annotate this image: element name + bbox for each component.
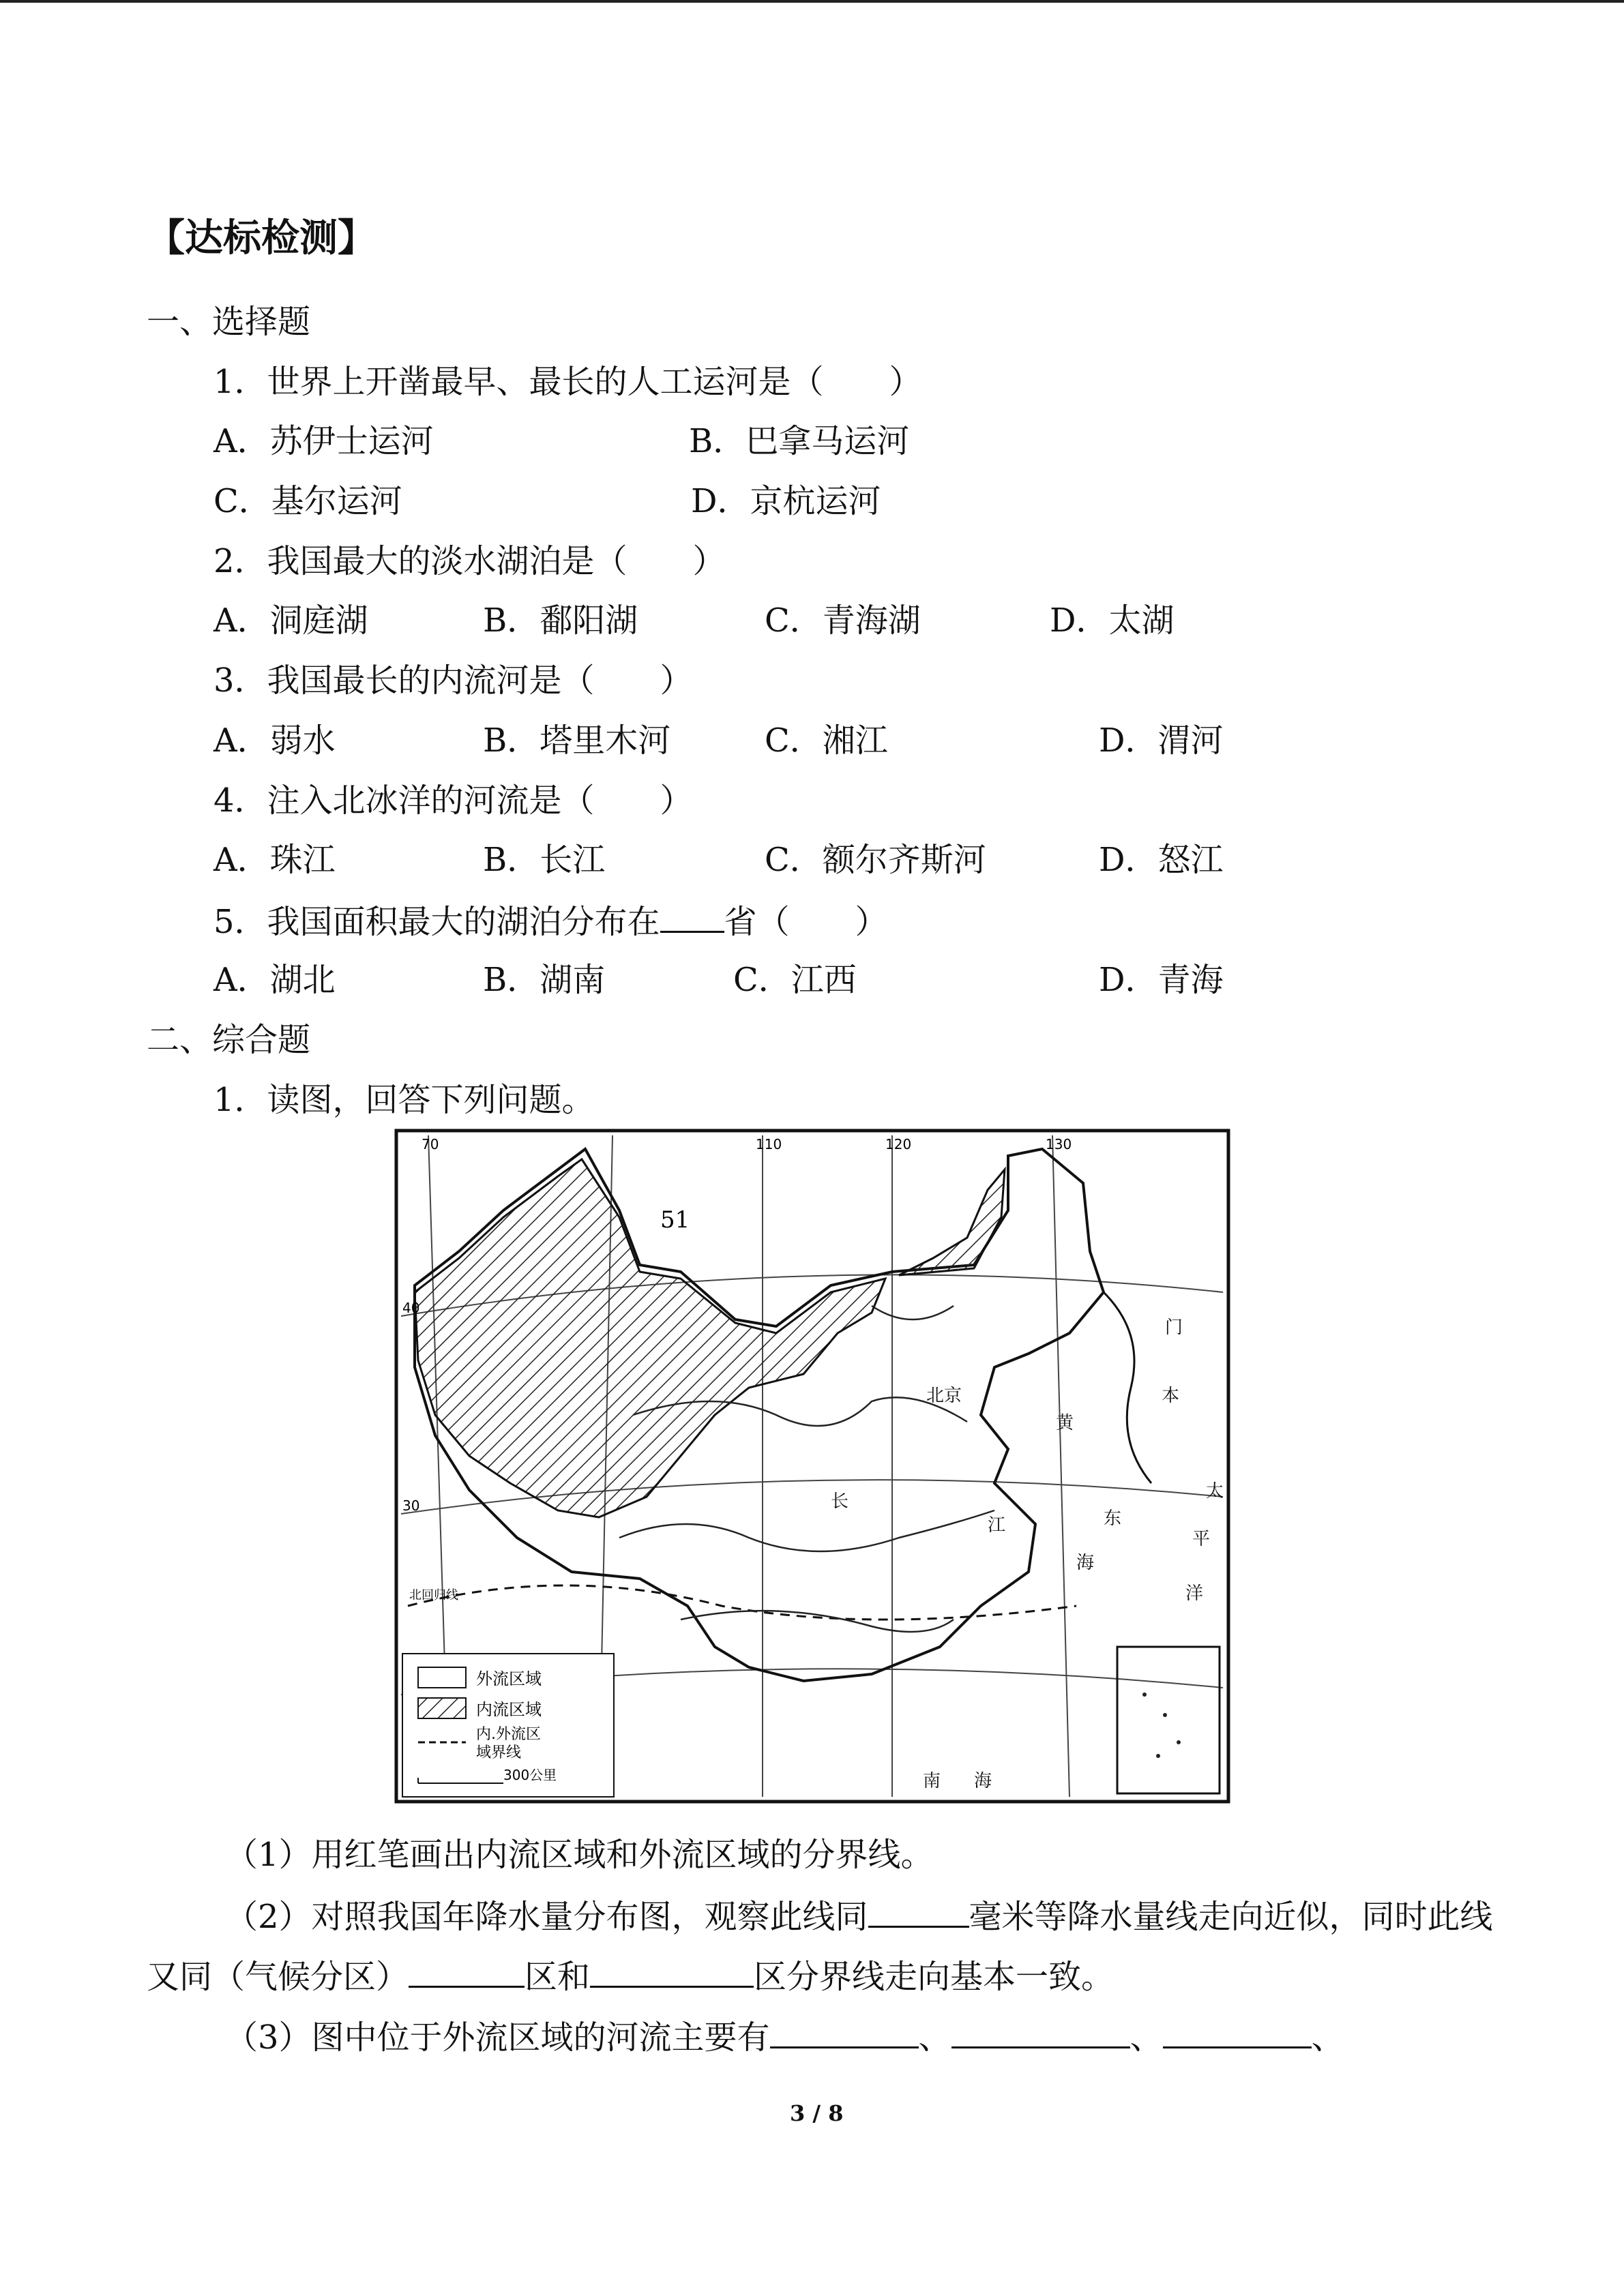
legend-boundary-label-1: 内.外流区 — [476, 1726, 541, 1743]
legend-outflow-label: 外流区域 — [476, 1669, 542, 1688]
legend-scale-label: 300公里 — [503, 1767, 557, 1783]
question-3-option-a: A．弱水 — [213, 721, 336, 760]
section-title-comprehensive: 二、综合题 — [147, 1021, 311, 1059]
lon-tick-70: 70 — [422, 1136, 439, 1152]
section-title-choice: 一、选择题 — [147, 303, 311, 341]
part-2-blank-climate-2[interactable] — [590, 1954, 754, 1988]
comprehensive-1-part-1: （1）用红笔画出内流区域和外流区域的分界线。 — [225, 1836, 934, 1874]
question-5-option-a: A．湖北 — [213, 961, 336, 999]
part-3-blank-2[interactable] — [951, 2015, 1130, 2048]
label-men: 门 — [1165, 1317, 1183, 1338]
question-1-option-a: A．苏伊士运河 — [213, 422, 434, 460]
part-3-blank-1[interactable] — [770, 2015, 919, 2048]
question-5-option-b: B．湖南 — [483, 961, 606, 999]
question-5-option-d: D．青海 — [1099, 961, 1224, 999]
lon-tick-110: 110 — [756, 1136, 782, 1152]
legend-boundary-label-2: 域界线 — [476, 1744, 522, 1761]
label-beijing: 北京 — [926, 1386, 962, 1406]
label-nan: 南 — [923, 1771, 941, 1791]
label-yang: 洋 — [1185, 1583, 1204, 1604]
map-number-label: 51 — [660, 1206, 690, 1234]
question-1-stem: 1．世界上开凿最早、最长的人工运河是（ ） — [213, 363, 922, 401]
comprehensive-1-stem: 1．读图，回答下列问题。 — [213, 1081, 595, 1119]
label-ping: 平 — [1192, 1529, 1211, 1549]
china-drainage-map — [394, 1129, 1230, 1804]
question-5-stem-before: 5．我国面积最大的湖泊分布在 — [213, 903, 660, 941]
comprehensive-1-part-3 — [225, 2015, 1344, 2058]
part-2-blank-rainfall[interactable] — [868, 1894, 969, 1928]
part-2-text-2: 毫米等降水量线走向近似，同时此线 — [969, 1898, 1493, 1936]
lat-tick-30: 30 — [402, 1497, 420, 1514]
legend-inland-label: 内流区域 — [476, 1700, 542, 1719]
question-2-option-d: D．太湖 — [1050, 601, 1175, 640]
lon-tick-120: 120 — [885, 1136, 912, 1152]
question-3-option-c: C．湘江 — [765, 721, 888, 760]
question-3-stem: 3．我国最长的内流河是（ ） — [213, 661, 693, 700]
part-3-sep-2: 、 — [1130, 2018, 1163, 2057]
question-1-option-c: C．基尔运河 — [213, 482, 402, 520]
part-2-text-1: （2）对照我国年降水量分布图，观察此线同 — [225, 1898, 868, 1936]
question-4-option-c: C．额尔齐斯河 — [765, 841, 986, 879]
question-1-option-b: B．巴拿马运河 — [689, 422, 910, 460]
map-legend — [402, 1654, 614, 1797]
part-3-sep-1: 、 — [918, 2018, 951, 2057]
legend-outflow-swatch — [418, 1667, 466, 1688]
question-1-option-d: D．京杭运河 — [691, 482, 881, 520]
top-rule — [0, 0, 1624, 3]
question-4-option-d: D．怒江 — [1099, 841, 1224, 879]
question-2-stem: 2．我国最大的淡水湖泊是（ ） — [213, 542, 726, 580]
question-2-option-c: C．青海湖 — [765, 601, 921, 640]
part-3-text: （3）图中位于外流区域的河流主要有 — [225, 2018, 770, 2057]
question-4-stem: 4．注入北冰洋的河流是（ ） — [213, 781, 693, 820]
label-dong: 东 — [1104, 1508, 1122, 1529]
label-tai: 太 — [1206, 1481, 1224, 1502]
part-2-text-4: 区和 — [525, 1958, 591, 1996]
comprehensive-1-part-2-line-1 — [225, 1894, 1493, 1937]
section-heading: 【达标检测】 — [147, 216, 376, 260]
question-4-option-b: B．长江 — [483, 841, 606, 879]
label-chang: 长 — [831, 1491, 849, 1512]
question-5-answer-blank[interactable] — [660, 899, 724, 933]
question-5-option-c: C．江西 — [733, 961, 857, 999]
page-number: 3 / 8 — [790, 2100, 844, 2126]
legend-inland-swatch — [418, 1698, 466, 1718]
part-2-text-3: 又同（气候分区） — [147, 1958, 409, 1996]
question-3-option-b: B．塔里木河 — [483, 721, 671, 760]
label-jiang: 江 — [988, 1515, 1006, 1536]
label-huang: 黄 — [1056, 1413, 1074, 1433]
part-2-blank-climate-1[interactable] — [409, 1954, 525, 1988]
lat-tick-40: 40 — [402, 1300, 420, 1316]
question-2-option-a: A．洞庭湖 — [213, 601, 368, 640]
label-tropic: 北回归线 — [409, 1588, 458, 1602]
label-hai2: 海 — [974, 1771, 992, 1791]
part-2-text-5: 区分界线走向基本一致。 — [754, 1958, 1114, 1996]
part-3-sep-3: 、 — [1311, 2018, 1344, 2057]
label-hai: 海 — [1076, 1553, 1095, 1573]
question-2-option-b: B．鄱阳湖 — [483, 601, 638, 640]
question-5-stem-after: 省（ ） — [724, 903, 888, 941]
question-3-option-d: D．渭河 — [1099, 721, 1224, 760]
lon-tick-130: 130 — [1046, 1136, 1072, 1152]
label-ben: 本 — [1162, 1386, 1180, 1406]
question-5-stem — [213, 899, 888, 942]
part-3-blank-3[interactable] — [1163, 2015, 1312, 2048]
comprehensive-1-part-2-line-2 — [147, 1954, 1114, 1997]
question-4-option-a: A．珠江 — [213, 841, 336, 879]
